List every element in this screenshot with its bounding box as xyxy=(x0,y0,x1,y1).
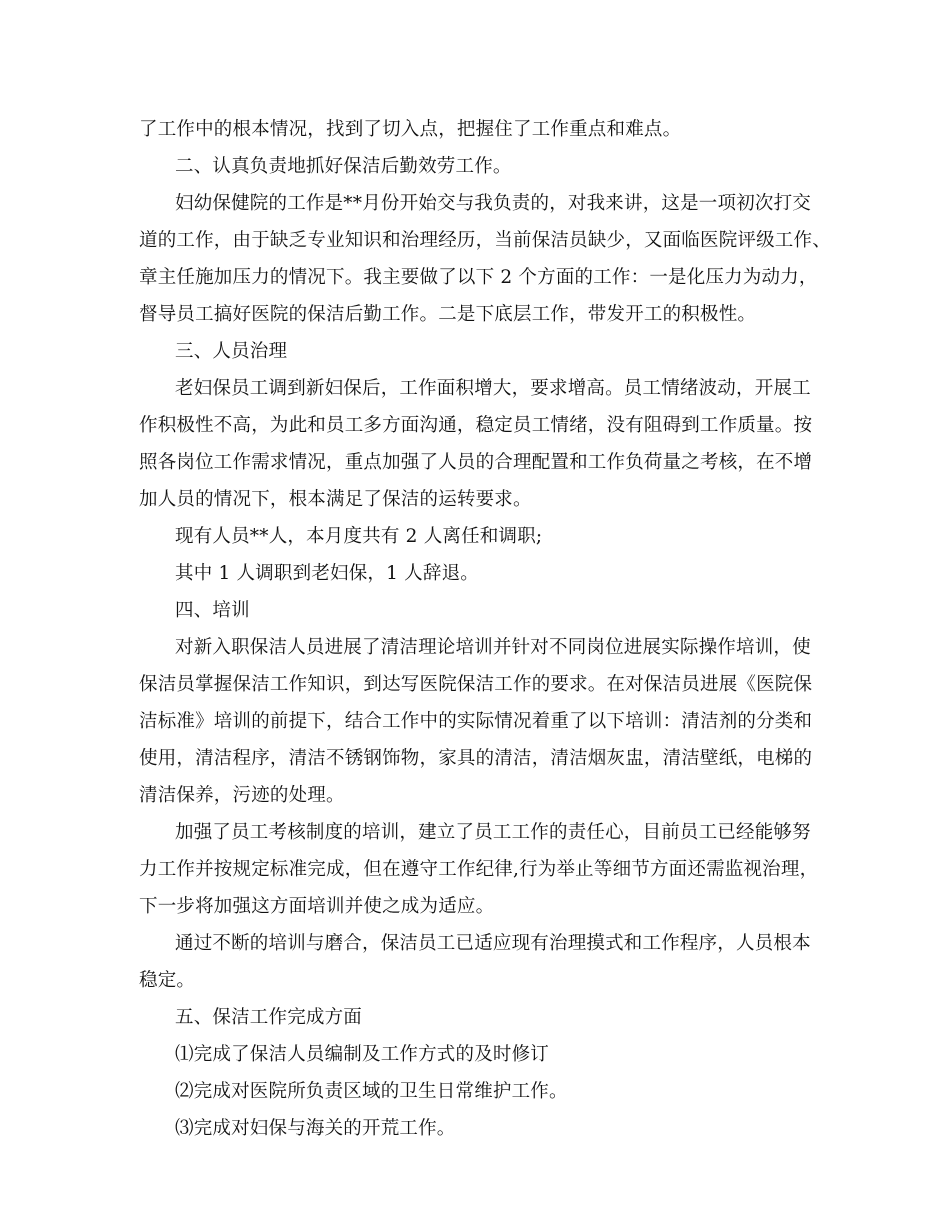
text-line: 现有人员**人，本月度共有 2 人离任和调职; xyxy=(175,526,543,547)
list-item: ⑵完成对医院所负责区域的卫生日常维护工作。 xyxy=(175,1081,568,1102)
text-line: 保洁员掌握保洁工作知识，到达写医院保洁工作的要求。在对保洁员进展《医院保 xyxy=(139,674,813,695)
text-line: 其中 1 人调职到老妇保，1 人辞退。 xyxy=(175,563,479,584)
text-line: 了工作中的根本情况，找到了切入点，把握住了工作重点和难点。 xyxy=(139,119,682,140)
text-line: 洁标准》培训的前提下，结合工作中的实际情况着重了以下培训：清洁剂的分类和 xyxy=(139,711,813,732)
text-line: 稳定。 xyxy=(139,970,196,991)
text-line: 对新入职保洁人员进展了清洁理论培训并针对不同岗位进展实际操作培训，使 xyxy=(175,637,811,658)
list-item: ⑶完成对妇保与海关的开荒工作。 xyxy=(175,1118,456,1139)
section-heading: 二、认真负责地抓好保洁后勤效劳工作。 xyxy=(175,156,512,177)
text-line: 作积极性不高，为此和员工多方面沟通，稳定员工情绪，没有阻碍到工作质量。按 xyxy=(139,415,813,436)
section-heading: 四、培训 xyxy=(175,600,250,621)
text-line: 清洁保养，污迹的处理。 xyxy=(139,785,345,806)
text-line: 道的工作，由于缺乏专业知识和治理经历，当前保洁员缺少，又面临医院评级工作、 xyxy=(139,230,831,251)
text-line: 照各岗位工作需求情况，重点加强了人员的合理配置和工作负荷量之考核，在不增 xyxy=(139,452,813,473)
section-heading: 三、人员治理 xyxy=(175,341,288,362)
text-line: 使用，清洁程序，清洁不锈钢饰物，家具的清洁，清洁烟灰盅，清洁壁纸，电梯的 xyxy=(139,748,813,769)
text-line: 妇幼保健院的工作是**月份开始交与我负责的，对我来讲，这是一项初次打交 xyxy=(175,193,812,214)
list-item: ⑴完成了保洁人员编制及工作方式的及时修订 xyxy=(175,1044,550,1065)
text-line: 老妇保员工调到新妇保后，工作面积增大，要求增高。员工情绪波动，开展工 xyxy=(175,378,811,399)
text-line: 加强了员工考核制度的培训，建立了员工工作的责任心，目前员工已经能够努 xyxy=(175,822,811,843)
text-line: 通过不断的培训与磨合，保洁员工已适应现有治理摸式和工作程序，人员根本 xyxy=(175,933,811,954)
text-line: 督导员工搞好医院的保洁后勤工作。二是下底层工作，带发开工的积极性。 xyxy=(139,304,757,325)
document-body xyxy=(139,111,831,1147)
text-line: 章主任施加压力的情况下。我主要做了以下 2 个方面的工作：一是化压力为动力， xyxy=(139,267,818,288)
text-line: 下一步将加强这方面培训并使之成为适应。 xyxy=(139,896,495,917)
section-heading: 五、保洁工作完成方面 xyxy=(175,1007,363,1028)
text-line: 力工作并按规定标准完成，但在遵守工作纪律,行为举止等细节方面还需监视治理， xyxy=(139,859,819,880)
text-line: 加人员的情况下，根本满足了保洁的运转要求。 xyxy=(139,489,532,510)
